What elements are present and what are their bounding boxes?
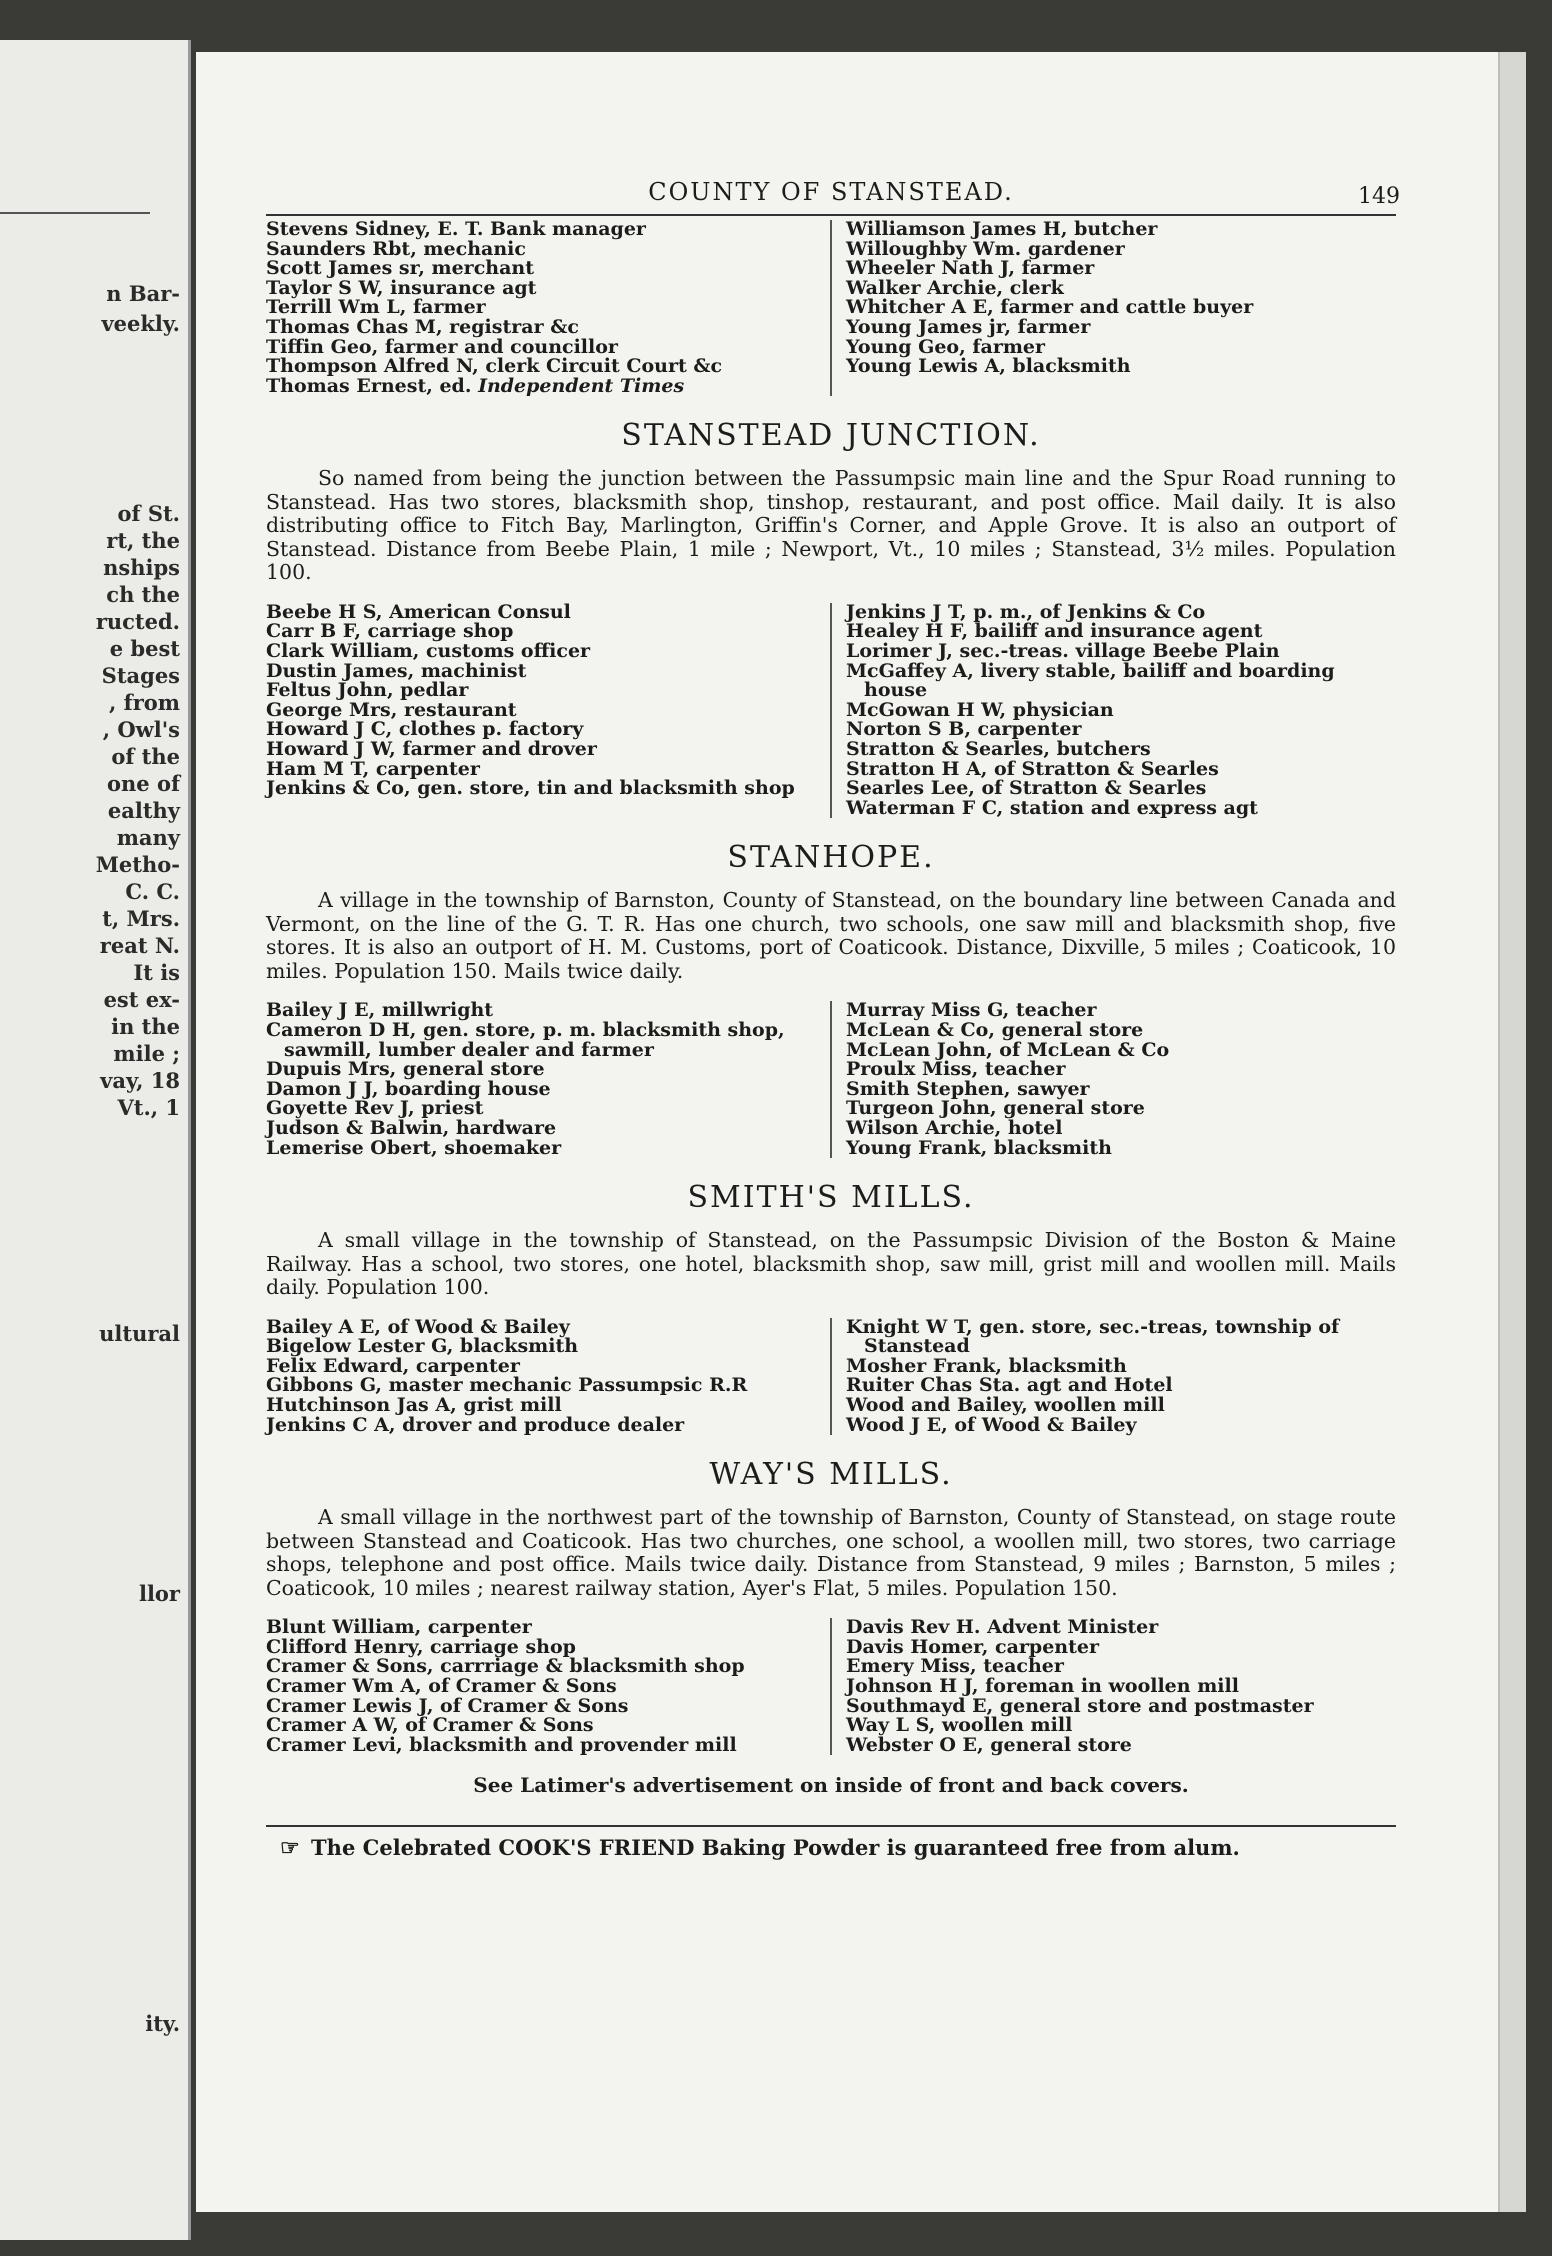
directory-entry: Mosher Frank, blacksmith (846, 1354, 1127, 1377)
section-directory (266, 1618, 1396, 1755)
section-title: STANHOPE. (727, 840, 935, 876)
directory-entry: Searles Lee, of Stratton & Searles (846, 777, 1207, 800)
section (266, 840, 1396, 1158)
directory-entry: Jenkins J T, p. m., of Jenkins & Co (846, 600, 1206, 623)
directory-entry: Tiffin Geo, farmer and councillor (266, 335, 618, 358)
section-description: A small village in the northwest part of the township of Barnston, County of Stanstead, on stage route between Stanstead and Coaticook. Has two churches, one school, a woollen mill, two stores, two carriage shops, telephone and post office. Mails twice daily. Distance from Stanstead, 9 miles ; Barnston, 5 miles ; Coaticook, 10 miles ; nearest railway station, Ayer's Flat, 5 miles. Population 150. (266, 1505, 1396, 1600)
left-page-line: of the (111, 744, 180, 769)
directory-entry: Murray Miss G, teacher (846, 999, 1097, 1022)
directory-right-column (830, 1001, 1396, 1158)
directory-entry: Damon J J, boarding house (266, 1077, 551, 1100)
directory-left-column (266, 1315, 830, 1436)
left-page-line: llor (138, 1581, 180, 1606)
directory-entry: Thomas Chas M, registrar &c (266, 315, 579, 338)
top-directory-right (830, 220, 1396, 396)
directory-entry: Johnson H J, foreman in woollen mill (846, 1674, 1239, 1697)
directory-entry: Cramer Wm A, of Cramer & Sons (266, 1674, 617, 1697)
directory-entry: Taylor S W, insurance agt (266, 276, 537, 299)
directory-entry: Saunders Rbt, mechanic (266, 237, 526, 260)
directory-entry: Jenkins C A, drover and produce dealer (266, 1413, 685, 1436)
directory-entry: Williamson James H, butcher (846, 218, 1158, 240)
left-page-line: It is (133, 960, 180, 985)
directory-entry: Bailey A E, of Wood & Bailey (266, 1315, 570, 1338)
left-page-line: veekly. (101, 311, 180, 336)
directory-entry: Jenkins & Co, gen. store, tin and blacksmith shop (266, 777, 795, 800)
section-title: WAY'S MILLS. (709, 1457, 953, 1493)
left-page-line: vay, 18 (100, 1068, 180, 1093)
left-page-line: of St. (117, 501, 180, 526)
directory-entry: Smith Stephen, sawyer (846, 1077, 1090, 1100)
left-page-line: nships (103, 555, 180, 580)
directory-entry: Lorimer J, sec.-treas. village Beebe Plain (846, 640, 1280, 663)
page-number: 149 (1358, 184, 1400, 209)
directory-entry: Blunt William, carpenter (266, 1616, 532, 1639)
directory-entry: Ham M T, carpenter (266, 757, 480, 780)
directory-entry: Feltus John, pedlar (266, 679, 469, 702)
page-edge (1498, 52, 1526, 2212)
section (266, 1457, 1396, 1755)
left-page-line: ity. (145, 2011, 180, 2036)
left-page-line: t, Mrs. (102, 906, 180, 931)
directory-entry: Young James jr, farmer (846, 315, 1091, 338)
left-page-line: , Owl's (102, 717, 180, 742)
directory-entry: Webster O E, general store (846, 1733, 1132, 1756)
left-page-line: Vt., 1 (117, 1095, 180, 1120)
directory-entry: McLean John, of McLean & Co (846, 1038, 1170, 1061)
page-149 (196, 52, 1526, 2212)
footer-text: The Celebrated COOK'S FRIEND Baking Powder is guaranteed free from alum. (311, 1835, 1240, 1861)
header-title: COUNTY OF STANSTEAD. (648, 178, 1014, 206)
section (266, 1180, 1396, 1435)
directory-entry: Cramer & Sons, carrriage & blacksmith shop (266, 1655, 745, 1678)
directory-entry: Cramer Lewis J, of Cramer & Sons (266, 1694, 629, 1717)
top-directory-left (266, 220, 830, 396)
directory-entry: Way L S, woollen mill (846, 1714, 1073, 1737)
directory-entry: Walker Archie, clerk (846, 276, 1064, 299)
left-page-rule (0, 212, 150, 214)
header-rule (266, 214, 1396, 216)
directory-entry: Stratton H A, of Stratton & Searles (846, 757, 1219, 780)
top-directory (266, 220, 1396, 396)
directory-entry: Wood and Bailey, woollen mill (846, 1394, 1165, 1416)
directory-entry: Healey H F, bailiff and insurance agent (846, 620, 1263, 643)
section-directory (266, 600, 1396, 819)
left-page-line: ealthy (107, 798, 180, 823)
directory-entry: Howard J C, clothes p. factory (266, 718, 584, 741)
directory-entry: Clark William, customs officer (266, 640, 591, 663)
directory-entry: Thomas Ernest, ed. Independent Times (266, 374, 685, 397)
left-page-line: C. C. (125, 879, 180, 904)
left-page-line: , from (109, 690, 180, 715)
directory-entry: McGaffey A, livery stable, bailiff and boarding house (846, 659, 1335, 702)
running-header (266, 178, 1400, 214)
directory-left-column (266, 1001, 830, 1158)
directory-entry: Wilson Archie, hotel (846, 1116, 1063, 1139)
directory-entry: Clifford Henry, carriage shop (266, 1635, 576, 1658)
directory-entry: McLean & Co, general store (846, 1018, 1144, 1041)
left-page-line: reat N. (99, 933, 180, 958)
directory-entry: Stevens Sidney, E. T. Bank manager (266, 218, 646, 240)
section-description: A village in the township of Barnston, County of Stanstead, on the boundary line between Canada and Vermont, on the line of the G. T. R. Has one church, two schools, one saw mill and blacksmith shop, five stores. It is also an outport of H. M. Customs, port of Coaticook. Distance, Dixville, 5 miles ; Coaticook, 10 miles. Population 150. Mails twice daily. (266, 888, 1396, 983)
newspaper-name: Independent Times (478, 374, 685, 397)
directory-entry: Davis Rev H. Advent Minister (846, 1616, 1159, 1639)
directory-entry: McGowan H W, physician (846, 698, 1114, 721)
directory-entry: Cameron D H, gen. store, p. m. blacksmith shop, sawmill, lumber dealer and farmer (266, 1018, 785, 1061)
footer-rule (266, 1825, 1396, 1827)
footer-ad (266, 1835, 1396, 1861)
section-title: SMITH'S MILLS. (687, 1180, 975, 1216)
directory-entry: Goyette Rev J, priest (266, 1097, 484, 1120)
directory-entry: Stratton & Searles, butchers (846, 738, 1151, 760)
section-title: STANSTEAD JUNCTION. (621, 418, 1041, 454)
left-page-line: one of (107, 771, 180, 796)
left-page-line: mile ; (113, 1041, 180, 1066)
directory-entry: Howard J W, farmer and drover (266, 738, 597, 760)
left-page-line: ructed. (95, 609, 180, 634)
section-directory (266, 1315, 1396, 1436)
directory-entry: Turgeon John, general store (846, 1097, 1145, 1120)
directory-entry: Willoughby Wm. gardener (846, 237, 1125, 260)
directory-right-column (830, 600, 1396, 819)
directory-entry: Bigelow Lester G, blacksmith (266, 1335, 579, 1358)
directory-entry: Cramer Levi, blacksmith and provender mill (266, 1733, 737, 1756)
left-page-line: n Bar- (106, 281, 180, 306)
directory-entry: Dupuis Mrs, general store (266, 1058, 545, 1081)
directory-right-column (830, 1618, 1396, 1755)
directory-entry: Wood J E, of Wood & Bailey (846, 1413, 1137, 1436)
left-page-line: Metho- (95, 852, 180, 877)
directory-entry: Whitcher A E, farmer and cattle buyer (846, 296, 1254, 319)
latimer-note: See Latimer's advertisement on inside of front and back covers. (473, 1773, 1189, 1798)
directory-entry: Carr B F, carriage shop (266, 620, 514, 643)
directory-entry: Young Lewis A, blacksmith (846, 355, 1131, 378)
left-page-line: many (116, 825, 180, 850)
directory-entry: Lemerise Obert, shoemaker (266, 1136, 562, 1159)
directory-entry: Felix Edward, carpenter (266, 1354, 520, 1377)
directory-left-column (266, 600, 830, 819)
left-page-line: e best (109, 636, 180, 661)
directory-entry: Bailey J E, millwright (266, 999, 494, 1022)
directory-entry: Thompson Alfred N, clerk Circuit Court &c (266, 355, 723, 378)
left-page-line: ultural (99, 1321, 180, 1346)
directory-right-column (830, 1315, 1396, 1436)
page-content (266, 178, 1400, 1862)
section-directory (266, 1001, 1396, 1158)
directory-left-column (266, 1618, 830, 1755)
left-page-fragment (0, 40, 191, 2240)
left-page-line: est ex- (103, 987, 180, 1012)
sections (266, 418, 1396, 1755)
directory-entry: Young Geo, farmer (846, 335, 1046, 358)
directory-entry: George Mrs, restaurant (266, 698, 517, 721)
directory-entry: Terrill Wm L, farmer (266, 296, 486, 319)
left-page-line: rt, the (106, 528, 180, 553)
directory-entry: Judson & Balwin, hardware (266, 1116, 557, 1139)
section (266, 418, 1396, 818)
directory-entry: Scott James sr, merchant (266, 257, 534, 280)
left-page-line: ch the (106, 582, 180, 607)
pointing-hand-icon: ☞ (280, 1835, 300, 1862)
directory-entry: Dustin James, machinist (266, 659, 527, 682)
directory-entry: Proulx Miss, teacher (846, 1058, 1066, 1081)
section-description: A small village in the township of Stanstead, on the Passumpsic Division of the Boston & Maine Railway. Has a school, two stores, one hotel, blacksmith shop, saw mill, grist mill and woollen mill. Mails daily. Population 100. (266, 1228, 1396, 1300)
directory-entry: Beebe H S, American Consul (266, 600, 571, 623)
directory-entry: Gibbons G, master mechanic Passumpsic R.R (266, 1374, 748, 1397)
section-description: So named from being the junction between the Passumpsic main line and the Spur Road running to Stanstead. Has two stores, blacksmith shop, tinshop, restaurant, and post office. Mail daily. It is also distributing office to Fitch Bay, Marlington, Griffin's Corner, and Apple Grove. It is also an outport of Stanstead. Distance from Beebe Plain, 1 mile ; Newport, Vt., 10 miles ; Stanstead, 3½ miles. Population 100. (266, 466, 1396, 585)
directory-entry: Young Frank, blacksmith (846, 1136, 1112, 1159)
directory-entry: Wheeler Nath J, farmer (846, 257, 1095, 280)
directory-entry: Davis Homer, carpenter (846, 1635, 1099, 1658)
directory-entry: Norton S B, carpenter (846, 718, 1082, 741)
directory-entry: Waterman F C, station and express agt (846, 796, 1258, 819)
left-page-line: in the (111, 1014, 180, 1039)
directory-entry: Knight W T, gen. store, sec.-treas, township of Stanstead (846, 1315, 1340, 1358)
left-page-line: Stages (101, 663, 180, 688)
directory-entry: Ruiter Chas Sta. agt and Hotel (846, 1374, 1173, 1397)
directory-entry: Hutchinson Jas A, grist mill (266, 1394, 562, 1416)
directory-entry: Southmayd E, general store and postmaster (846, 1694, 1314, 1717)
directory-entry: Cramer A W, of Cramer & Sons (266, 1714, 594, 1737)
directory-entry: Emery Miss, teacher (846, 1655, 1064, 1678)
